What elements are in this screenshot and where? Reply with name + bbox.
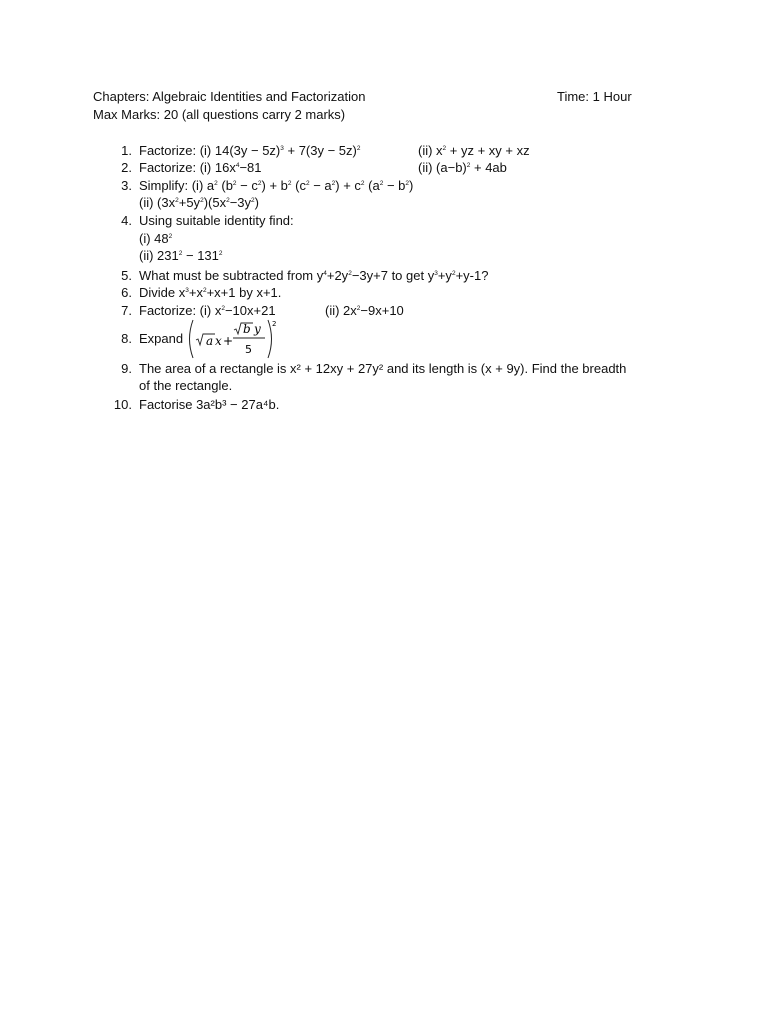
right-paren xyxy=(268,320,272,358)
question-number: 2. xyxy=(121,160,132,175)
question-4: Using suitable identity find: xyxy=(139,213,294,228)
denominator: 5 xyxy=(245,343,252,356)
question-4-sub-i: (i) $48^2$ xyxy=(139,231,173,246)
question-number: 9. xyxy=(121,361,132,376)
var-b: b xyxy=(243,322,251,336)
question-3-line-1: Simplify: (i) $a^2$ $(b^2 - c^2) + b^2$ $(c^2 - a^2) + c^2$ $(a^2 - b^2)$ xyxy=(139,178,414,193)
left-paren xyxy=(190,320,194,358)
question-2: Factorize: (i) $16x^4-81$ xyxy=(139,160,262,175)
question-number: 1. xyxy=(121,143,132,158)
question-6: Divide $x^3+x^2+x+1$ by x+1. xyxy=(139,285,282,300)
question-number: 8. xyxy=(121,331,132,346)
question-number: 3. xyxy=(121,178,132,193)
plus-sign: + xyxy=(223,334,234,348)
exponent: 2 xyxy=(272,320,277,328)
question-7-part-ii: (ii) $2x^2-9x+10$ xyxy=(325,303,404,318)
question-5: What must be subtracted from $y^4+2y^2-3y+7$ to get $y^3+y^2+y-1$? xyxy=(139,268,489,283)
chapters-heading: Chapters: Algebraic Identities and Factorization xyxy=(93,89,366,104)
question-9-line-1: The area of a rectangle is x² + 12xy + 27y² and its length is (x + 9y). Find the breadth xyxy=(139,361,627,376)
question-1: Factorize: (i) $14(3y - 5z)^3 + 7(3y - 5z)^2$ xyxy=(139,143,361,158)
question-10: Factorise 3a²b³ − 27a⁴b. xyxy=(139,397,280,412)
question-number: 5. xyxy=(121,268,132,283)
var-x: x xyxy=(215,334,222,348)
question-number: 4. xyxy=(121,213,132,228)
var-a: a xyxy=(206,334,214,348)
question-9-line-2: of the rectangle. xyxy=(139,378,233,393)
question-number: 10. xyxy=(113,397,132,412)
expand-formula xyxy=(186,318,281,360)
question-1-part-ii: (ii) $x^2$ + yz + xy + xz xyxy=(418,143,530,158)
question-8-label: Expand xyxy=(139,331,184,346)
question-2-part-ii: (ii) $(a-b)^2 + 4ab$ xyxy=(418,160,507,175)
question-3-line-2: (ii) $(3x^2+5y^2)(5x^2-3y^2)$ xyxy=(139,195,259,210)
question-4-sub-ii: (ii) $231^2 - 131^2$ xyxy=(139,248,223,263)
question-number: 6. xyxy=(121,285,132,300)
max-marks-label: Max Marks: 20 (all questions carry 2 marks) xyxy=(93,107,346,122)
question-number: 7. xyxy=(121,303,132,318)
question-7: Factorize: (i) $x^2-10x+21$ xyxy=(139,303,276,318)
time-label: Time: 1 Hour xyxy=(557,89,632,104)
var-y: y xyxy=(254,322,261,336)
